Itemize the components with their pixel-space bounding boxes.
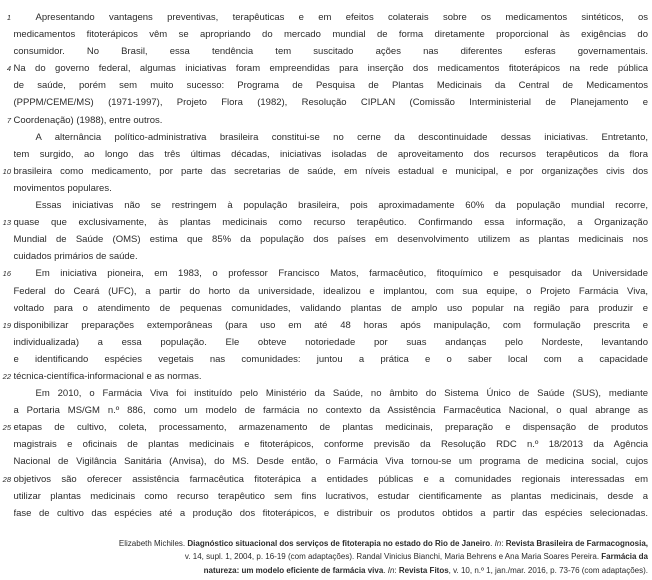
- text-line: [0, 129, 648, 146]
- citation-segment: natureza: um modelo eficiente de farmácia viva: [203, 565, 384, 575]
- line-text: de saúde, porém sem muito sucesso: Programa de Pesquisa de Plantas Medicinais da Central de Medicamentos: [13, 80, 648, 92]
- citation-segment: Revista Fitos: [398, 565, 449, 575]
- text-line: [0, 488, 648, 505]
- text-line: [0, 94, 648, 111]
- text-line: [0, 248, 648, 265]
- line-text: individualizada) a essa população. Ele obteve notoriedade por suas andanças pelo Nordeste, levantando: [13, 336, 648, 348]
- citation-segment: Farmácia da: [601, 552, 648, 562]
- citation-line: [80, 564, 648, 577]
- line-text: (PPPM/CEME/MS) (1971-1997), Projeto Flora (1982), Resolução CIPLAN (Comissão Interministerial de Planejamento e: [13, 97, 648, 109]
- citation-segment: Elizabeth Michiles.: [118, 539, 188, 548]
- text-line: [0, 505, 648, 522]
- line-text: magistrais e oficinais de plantas medicinais e fitoterápicos, conforme previsão da Resolução RDC n.º 18/2013 da Agência: [13, 439, 648, 451]
- citation-line: [80, 550, 648, 563]
- line-text: Nacional de Vigilância Sanitária (Anvisa), do MS. Desde então, o Farmácia Viva tornou-se um programa de medicina social, cujos: [13, 456, 648, 468]
- line-text: tem surgido, ao longo das três últimas décadas, iniciativas isoladas de aproveitamento dos recursos terapêuticos da flora: [13, 148, 648, 160]
- line-text: voltado para o atendimento de pequenas comunidades, validando plantas de amplo uso popular na região para produzir e: [13, 302, 648, 314]
- line-text: brasileira como medicamento, por parte das secretarias de saúde, em níveis estadual e municipal, e por organizações civis dos: [13, 165, 648, 177]
- line-text: Em iniciativa pioneira, em 1983, o professor Francisco Matos, farmacêutico, fitoquímico e pesquisador da Universidade: [35, 268, 648, 280]
- line-text: Coordenação) (1988), entre outros.: [13, 114, 163, 126]
- line-text: e identificando espécies vegetais nas comunidades: juntou a prática e o saber local com a capacidade: [13, 353, 648, 365]
- text-line: [0, 368, 648, 385]
- line-number: 1: [6, 13, 11, 22]
- line-text: Em 2010, o Farmácia Viva foi instituído pelo Ministério da Saúde, no âmbito do Sistema Único de Saúde (SUS), mediante: [35, 388, 648, 400]
- line-text: a Portaria MS/GM n.º 886, como um modelo de farmácia no contexto da Assistência Farmacêutica Nacional, o qual abrange as: [13, 405, 648, 417]
- line-number: 13: [2, 218, 11, 228]
- text-line: [0, 402, 648, 419]
- line-number: 28: [2, 474, 11, 484]
- line-number: 25: [2, 423, 11, 433]
- text-line: [0, 77, 648, 94]
- text-line: [0, 163, 648, 180]
- text-lines: [0, 9, 652, 522]
- citation-segment: In: [494, 539, 502, 548]
- line-text: utilizar plantas medicinais como recurso terapêutico sem fins lucrativos, estudar cientificamente as plantas medicinais, desde a: [13, 490, 648, 502]
- citation-segment: .: [490, 539, 495, 548]
- line-text: Apresentando vantagens preventivas, terapêuticas e em efeitos colaterais sobre os medicamentos sintéticos, os: [35, 12, 648, 23]
- line-text: objetivos são oferecer assistência farmacêutica fitoterápica a entidades públicas e a comunidades regionais interessadas em: [13, 473, 648, 485]
- text-line: [0, 112, 648, 129]
- line-text: fase de cultivo das espécies até a produção dos fitoterápicos, e distribuir os produtos obtidos a partir das espécies selecionadas.: [13, 507, 648, 519]
- text-line: [0, 197, 648, 214]
- line-number: 4: [6, 64, 11, 74]
- line-text: técnica-científica-informacional e as normas.: [13, 370, 202, 382]
- line-text: medicamentos fitoterápicos vêm se apropriando do mercado mundial de forma diretamente proporcional às exigências do: [13, 29, 648, 41]
- line-text: disponibilizar preparações extemporâneas (para uso em até 48 horas após manipulação, com formulação prescrita e: [13, 319, 648, 331]
- line-number: 16: [2, 269, 11, 279]
- text-line: [0, 283, 648, 300]
- text-line: [0, 385, 648, 402]
- citation-segment: .: [383, 565, 388, 575]
- text-line: [0, 214, 648, 231]
- citation: [80, 537, 648, 577]
- citation-segment: :: [394, 565, 399, 575]
- text-line: [0, 300, 648, 317]
- line-text: consumidor. No Brasil, essa tendência tem suscitado ações nas diferentes esferas governamentais.: [13, 46, 648, 58]
- citation-segment: Diagnóstico situacional dos serviços de fitoterapia no estado do Rio de Janeiro: [187, 539, 491, 548]
- line-number: 22: [2, 371, 11, 381]
- text-line: [0, 60, 648, 77]
- citation-segment: In: [387, 565, 395, 575]
- text-line: [0, 436, 648, 453]
- line-text: movimentos populares.: [13, 182, 112, 194]
- citation-segment: Revista Brasileira de Farmacognosia,: [505, 539, 648, 548]
- line-text: etapas de cultivo, coleta, processamento, armazenamento de plantas medicinais, preparação e dispensação de produtos: [13, 422, 648, 434]
- text-line: [0, 146, 648, 163]
- citation-segment: :: [501, 539, 506, 548]
- text-line: [0, 265, 648, 282]
- line-number: 7: [6, 115, 11, 125]
- text-line: [0, 180, 648, 197]
- line-number: 10: [2, 166, 11, 176]
- line-text: Federal do Ceará (UFC), a partir do horto da universidade, idealizou e implantou, com sua equipe, o Projeto Farmácia Viva,: [13, 285, 648, 297]
- line-text: A alternância político-administrativa brasileira constitui-se no cerne da descontinuidade dessas iniciativas. Entretanto,: [35, 131, 648, 143]
- text-line: [0, 334, 648, 351]
- line-text: Mundial de Saúde (OMS) estima que 85% da população dos países em desenvolvimento utilizem as plantas medicinais nos: [13, 234, 648, 246]
- text-line: [0, 419, 648, 436]
- text-line: [0, 231, 648, 248]
- line-text: Na do governo federal, algumas iniciativas foram empreendidas para inserção dos medicamentos fitoterápicos na rede pública: [13, 63, 648, 75]
- citation-segment: , v. 10, n.º 1, jan./mar. 2016, p. 73-76 (com adaptações).: [448, 565, 648, 575]
- citation-segment: v. 14, supl. 1, 2004, p. 16-19 (com adaptações). Randal Vinicius Bianchi, Maria Behrens e Ana Maria Soares Pereira.: [184, 552, 602, 562]
- line-text: quase que exclusivamente, às plantas medicinais como recurso terapêutico. Confirmando essa informação, a Organização: [13, 217, 648, 229]
- text-line: [0, 351, 648, 368]
- text-line: [0, 43, 648, 60]
- line-text: cuidados primários de saúde.: [13, 251, 138, 263]
- text-line: [0, 9, 648, 26]
- text-line: [0, 453, 648, 470]
- line-number: 19: [2, 320, 11, 330]
- text-line: [0, 317, 648, 334]
- text-line: [0, 471, 648, 488]
- line-text: Essas iniciativas não se restringem à população brasileira, pois aproximadamente 60% da população mundial recorre,: [35, 200, 648, 212]
- text-line: [0, 26, 648, 43]
- citation-line: [80, 537, 648, 550]
